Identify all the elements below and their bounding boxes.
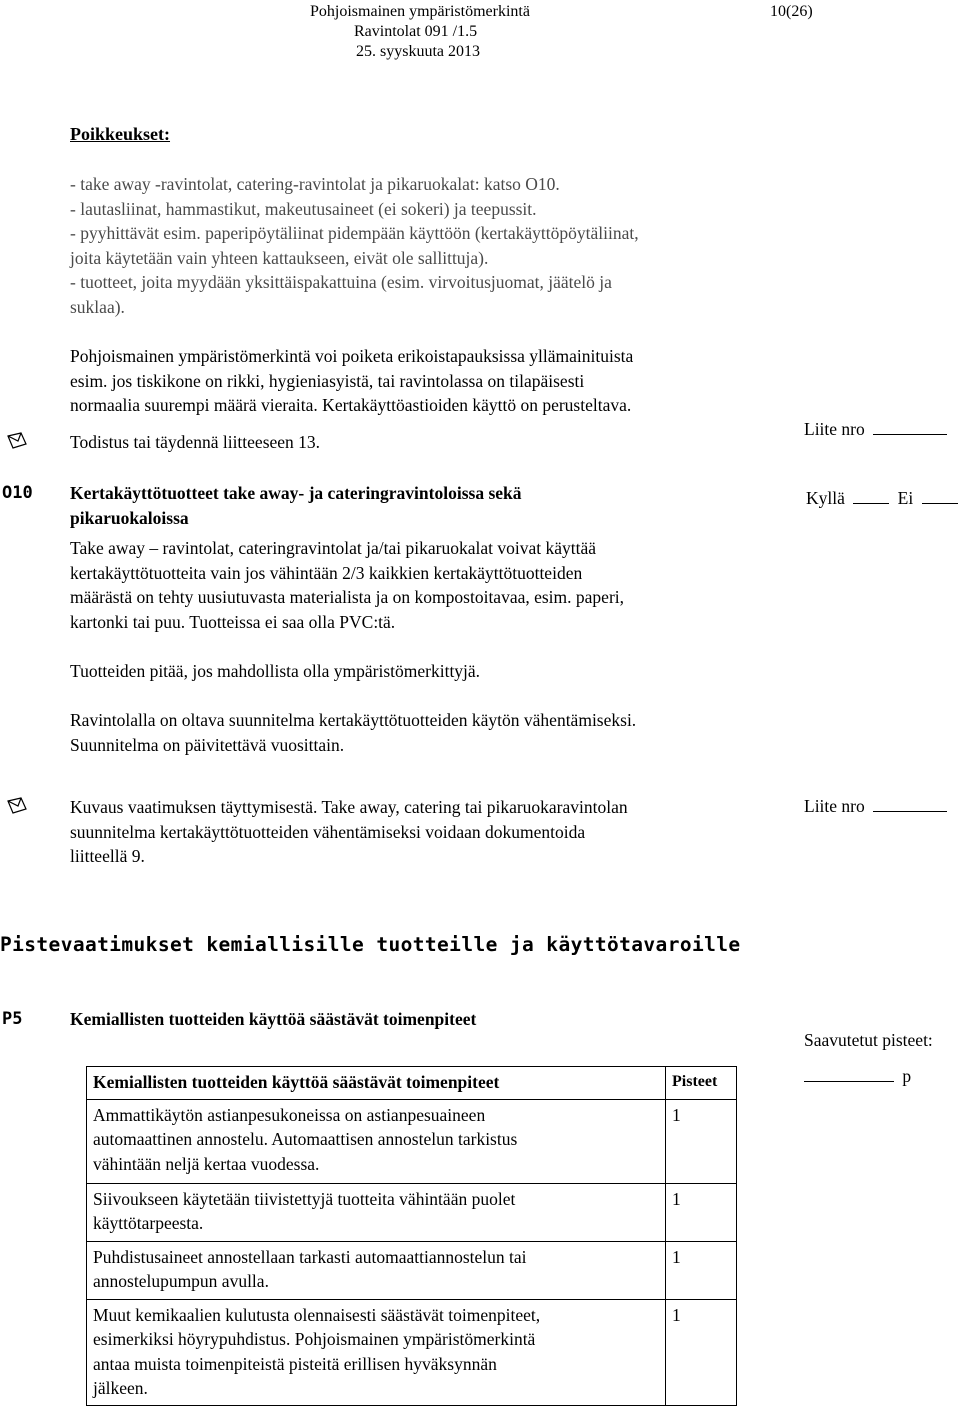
note-line: esim. jos tiskikone on rikki, hygieniasyistä, tai ravintolassa on tilapäisesti	[70, 370, 585, 391]
measure-line: jälkeen.	[93, 1378, 148, 1398]
score-label: Saavutetut pisteet:	[804, 1030, 933, 1050]
o10-evidence-line: suunnitelma kertakäyttötuotteiden vähentämiseksi voidaan dokumentoida	[70, 821, 586, 842]
measure-cell	[87, 1183, 666, 1241]
note-line: normaalia suurempi määrä vieraita. Kertakäyttöastioiden käyttö on perusteltava.	[70, 395, 632, 415]
requirement-code-o10: O10	[2, 483, 33, 503]
section-heading: Pistevaatimukset kemiallisille tuotteille ja käyttötavaroille	[0, 933, 741, 956]
header-title: Pohjoismainen ympäristömerkintä	[310, 3, 530, 20]
exceptions-note	[70, 344, 633, 418]
measure-line: automaattinen annostelu. Automaattisen annostelun tarkistus	[93, 1129, 518, 1149]
measure-line: Siivoukseen käytetään tiivistettyjä tuotteita vähintään puolet	[93, 1188, 516, 1209]
o10-paragraph-3	[70, 708, 636, 757]
measure-line: Puhdistusaineet annostellaan tarkasti automaattiannostelun tai	[93, 1246, 527, 1267]
no-label: Ei	[897, 488, 914, 508]
o10-paragraph-2: Tuotteiden pitää, jos mahdollista olla ympäristömerkittyjä.	[70, 661, 481, 681]
measure-line: vähintään neljä kertaa vuodessa.	[93, 1153, 320, 1174]
points-table	[86, 1066, 737, 1406]
measure-line: annostelupumpun avulla.	[93, 1271, 269, 1291]
o10-evidence-line: Kuvaus vaatimuksen täyttymisestä. Take away, catering tai pikaruokaravintolan	[70, 797, 628, 817]
o10-body-line: kertakäyttötuotteita vain jos vähintään 2/3 kaikkien kertakäyttötuotteiden	[70, 562, 583, 583]
o10-body-line: kartonki tai puu. Tuotteissa ei saa olla PVC:tä.	[70, 611, 396, 632]
points-header-cell: Pisteet	[666, 1067, 737, 1100]
no-blank[interactable]	[922, 502, 958, 504]
o10-title-line: pikaruokaloissa	[70, 507, 189, 528]
exception-line: suklaa).	[70, 296, 125, 317]
note-line: Pohjoismainen ympäristömerkintä voi poiketa erikoistapauksissa yllämainituista	[70, 346, 634, 366]
score-field	[804, 1064, 911, 1089]
exception-line: - lautasliinat, hammastikut, makeutusaineet (ei sokeri) ja teepussit.	[70, 198, 537, 219]
measure-line: antaa muista toimenpiteistä pisteitä erillisen hyväksynnän	[93, 1353, 497, 1374]
measure-line: käyttötarpeesta.	[93, 1213, 204, 1233]
measure-line: esimerkiksi höyrypuhdistus. Pohjoismainen ympäristömerkintä	[93, 1329, 536, 1349]
table-header-cell: Kemiallisten tuotteiden käyttöä säästävät toimenpiteet	[87, 1067, 666, 1100]
points-cell: 1	[666, 1241, 737, 1299]
envelope-icon	[6, 432, 28, 450]
o10-title	[70, 481, 522, 530]
points-cell: 1	[666, 1099, 737, 1183]
o10-liite	[804, 794, 947, 819]
requirement-code-p5: P5	[2, 1009, 23, 1029]
table-row	[87, 1241, 737, 1299]
points-cell: 1	[666, 1299, 737, 1405]
p5-title: Kemiallisten tuotteiden käyttöä säästävät toimenpiteet	[70, 1009, 477, 1029]
score-unit: p	[902, 1066, 912, 1086]
exception-line: joita käytetään vain yhteen kattaukseen, eivät ole sallittuja).	[70, 247, 489, 268]
liite-label: Liite nro	[804, 796, 865, 816]
table-row	[87, 1099, 737, 1183]
header-date: 25. syyskuuta 2013	[356, 43, 480, 60]
points-cell: 1	[666, 1183, 737, 1241]
header-subtitle: Ravintolat 091 /1.5	[354, 23, 478, 40]
o10-body-line: Take away – ravintolat, cateringravintolat ja/tai pikaruokalat voivat käyttää	[70, 538, 596, 558]
o10-evidence-line: liitteellä 9.	[70, 846, 145, 866]
liite-blank[interactable]	[873, 433, 947, 435]
measure-line: Muut kemikaalien kulutusta olennaisesti säästävät toimenpiteet,	[93, 1304, 541, 1325]
measure-cell	[87, 1299, 666, 1405]
exception-line: - take away -ravintolat, catering-ravintolat ja pikaruokalat: katso O10.	[70, 174, 560, 194]
score-blank[interactable]	[804, 1080, 894, 1082]
yes-label: Kyllä	[806, 488, 845, 508]
measure-line: Ammattikäytön astianpesukoneissa on astianpesuaineen	[93, 1104, 486, 1125]
o10-yes-no	[806, 486, 958, 511]
table-row	[87, 1183, 737, 1241]
exception-line: - tuotteet, joita myydään yksittäispakattuina (esim. virvoitusjuomat, jäätelö ja	[70, 272, 612, 292]
o10-title-line: Kertakäyttötuotteet take away- ja cateringravintoloissa sekä	[70, 483, 522, 503]
measure-cell	[87, 1241, 666, 1299]
table-row	[87, 1299, 737, 1405]
exceptions-heading: Poikkeukset:	[70, 124, 171, 144]
o10-para3-line: Suunnitelma on päivitettävä vuosittain.	[70, 734, 345, 755]
exception-line: - pyyhittävät esim. paperipöytäliinat pidempään käyttöön (kertakäyttöpöytäliinat,	[70, 223, 639, 243]
exceptions-list	[70, 172, 639, 319]
o10-body-line: määrästä on tehty uusiutuvasta materialista ja on kompostoitavaa, esim. paperi,	[70, 587, 625, 607]
header-page-number: 10(26)	[770, 3, 813, 20]
o10-para3-line: Ravintolalla on oltava suunnitelma kertakäyttötuotteiden käytön vähentämiseksi.	[70, 710, 637, 730]
o10-evidence	[70, 795, 628, 869]
measure-cell	[87, 1099, 666, 1183]
liite-label: Liite nro	[804, 419, 865, 439]
exceptions-evidence: Todistus tai täydennä liitteeseen 13.	[70, 432, 321, 452]
yes-blank[interactable]	[853, 502, 889, 504]
o10-body	[70, 536, 624, 634]
envelope-icon	[6, 797, 28, 815]
table-header-row	[87, 1067, 737, 1100]
exceptions-liite	[804, 417, 947, 442]
liite-blank[interactable]	[873, 810, 947, 812]
